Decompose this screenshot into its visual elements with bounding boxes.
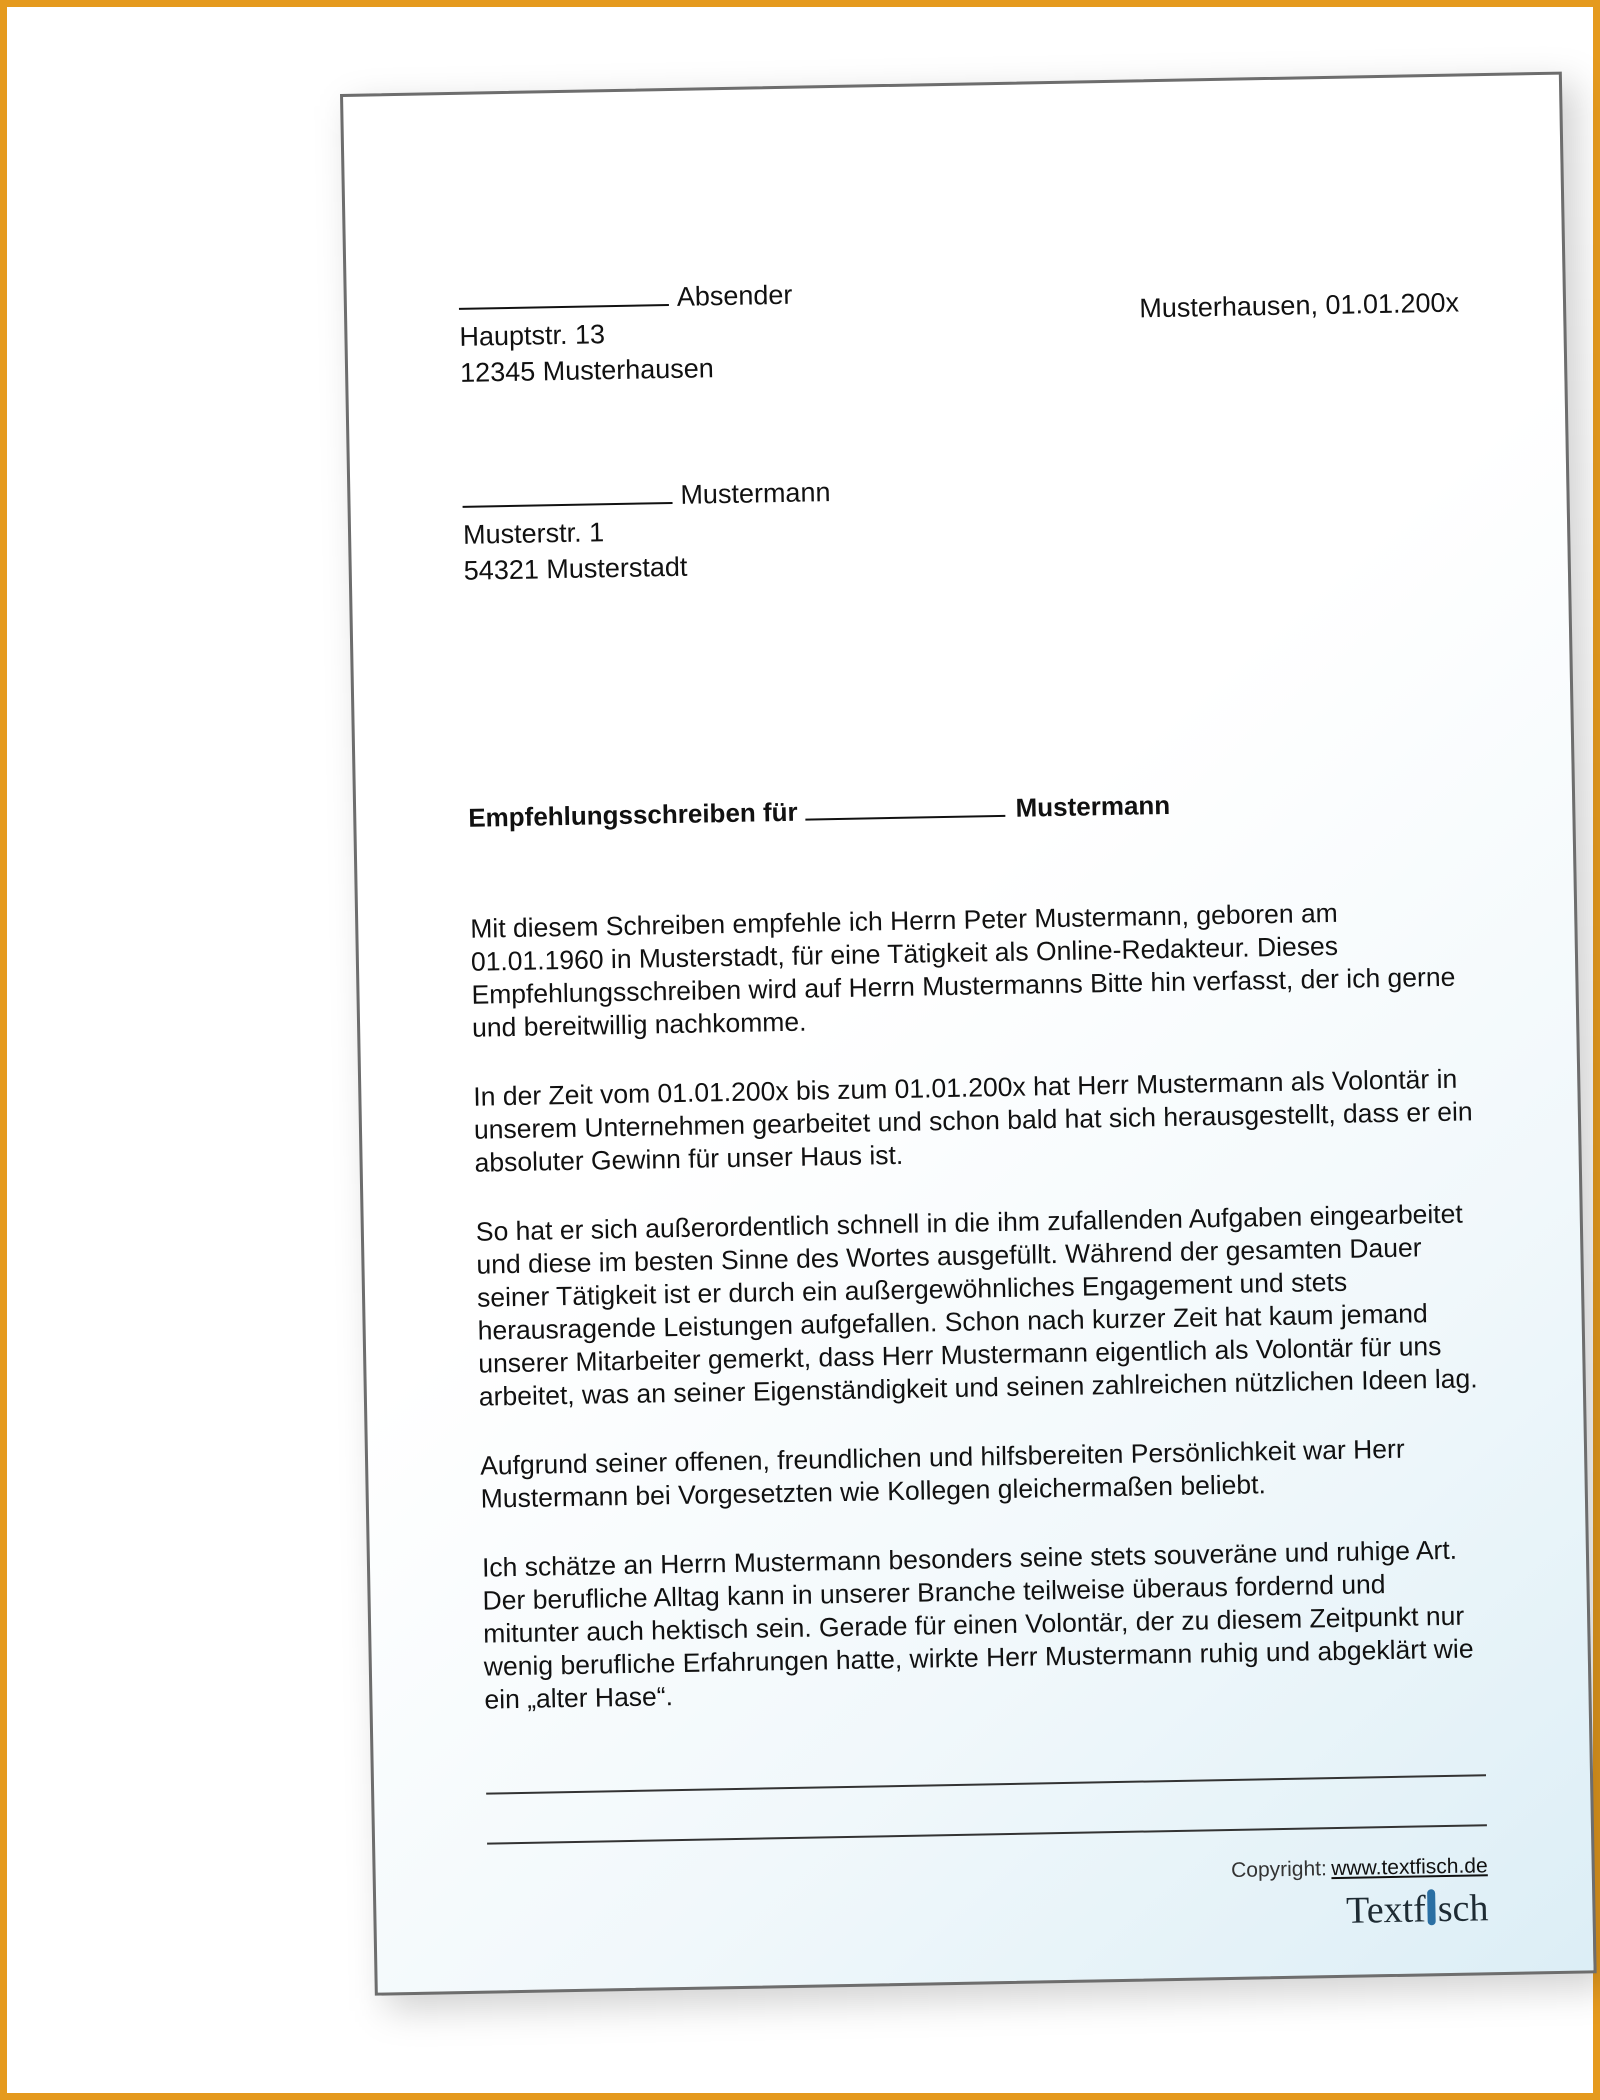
recipient-street: Musterstr. 1	[462, 517, 605, 550]
letter-body	[470, 894, 1485, 1752]
letter-date: Musterhausen, 01.01.200x	[1139, 287, 1460, 324]
copyright-link[interactable]: www.textfisch.de	[1331, 1854, 1488, 1881]
paragraph: Aufgrund seiner offenen, freundlichen und hilfsbereiten Persönlichkeit war Herr Mustermann bei Vorgesetzten wie Kollegen gleichermaßen beliebt.	[479, 1433, 1405, 1514]
sender-city: 12345 Musterhausen	[459, 353, 715, 388]
copyright-block	[1230, 1854, 1489, 1932]
subject-line	[468, 790, 1170, 834]
recipient-name-line	[462, 474, 831, 517]
paragraph: Ich schätze an Herrn Mustermann besonders seine stets souveräne und ruhige Art. Der berufliche Alltag kann in unserer Branche teilweise überaus fordernd und mitunter auch hektisch sein. Gerade für einen Volontär, der zu diesem Zeitpunkt nur wenig berufliche Erfahrungen hatte, wirkte Herr Mustermann ruhig und abgeklärt wie ein „alter Hase“.	[481, 1534, 1474, 1715]
signature-line	[486, 1774, 1486, 1794]
sender-address	[458, 277, 794, 391]
logo-text-right: sch	[1437, 1887, 1489, 1931]
blank-line	[805, 793, 1005, 821]
sender-name-line	[458, 277, 792, 319]
subject-name: Mustermann	[1015, 789, 1171, 823]
logo-text-left: Textf	[1345, 1888, 1427, 1932]
document-page	[340, 72, 1597, 1996]
paragraph: Mit diesem Schreiben empfehle ich Herrn Peter Mustermann, geboren am 01.01.1960 in Musterstadt, für eine Tätigkeit als Online-Redakteur. Dieses Empfehlungsschreiben wird auf Herrn Mustermanns Bitte hin verfasst, der ich gerne und bereitwillig nachkomme.	[470, 897, 1456, 1043]
blank-line	[462, 480, 672, 508]
subject-prefix: Empfehlungsschreiben für	[468, 796, 798, 833]
paragraph: So hat er sich außerordentlich schnell in die ihm zufallenden Aufgaben eingearbeitet und diese im besten Sinne des Wortes ausgefüllt. Während der gesamten Dauer seiner Tätigkeit ist er durch ein außergewöhnliches Engagement und stets herausragende Leistungen aufgefallen. Schon nach kurzer Zeit hat kaum jemand unserer Mitarbeiter gemerkt, dass Herr Mustermann eigentlich als Volontär für uns arbeitet, was an seiner Eigenständigkeit und seinen zahlreichen nützlichen Ideen lag.	[475, 1198, 1478, 1412]
sender-name: Absender	[676, 279, 793, 312]
textfisch-logo	[1346, 1886, 1489, 1933]
signature-line	[487, 1824, 1487, 1844]
recipient-address	[462, 474, 832, 589]
fish-icon	[1427, 1889, 1436, 1925]
recipient-name: Mustermann	[680, 477, 831, 510]
recipient-city: 54321 Musterstadt	[463, 551, 688, 586]
blank-line	[459, 282, 669, 310]
paragraph: In der Zeit vom 01.01.200x bis zum 01.01.200x hat Herr Mustermann als Volontär in unserem Unternehmen gearbeitet und schon bald hat sich herausgestellt, dass er ein absoluter Gewinn für unser Haus ist.	[473, 1063, 1473, 1178]
copyright-label: Copyright:	[1230, 1857, 1328, 1882]
letter-content	[458, 265, 1489, 1932]
sender-street: Hauptstr. 13	[459, 319, 606, 352]
